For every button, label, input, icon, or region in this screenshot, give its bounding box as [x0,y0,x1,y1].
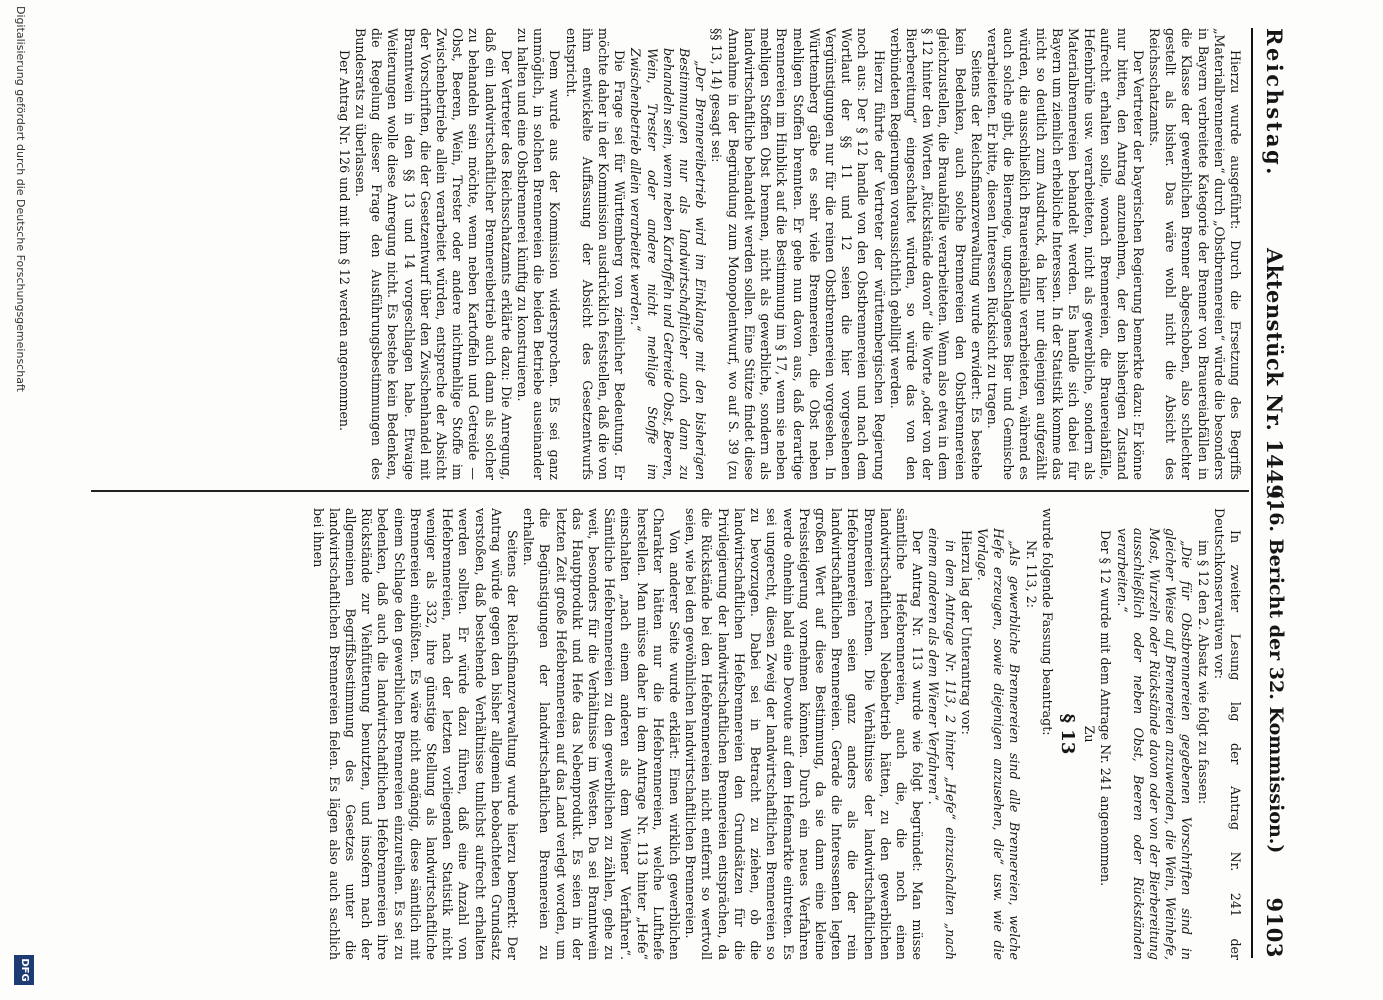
left-paragraph: Dem wurde aus der Kommission widersprochen. Es sei ganz unmöglich, in solchen Brennereien die beiden Betriebe auseinander zu halten und eine Obstbrennerei künftig zu konstruieren. [515,28,563,480]
column-divider [91,490,1249,492]
motion-number: Nr. 113, 2: [1023,540,1039,608]
left-paragraph: Der Vertreter des Reichsschatzamts erklärte dazu: Die Anregung, daß ein landwirtschaftlicher Brennereibetrieb auch dann als solcher zu behandeln sein möchte, wenn neben Kartoffeln und Getreide — Obst, Beeren, Wein, Trester oder andere nichtmehlige Stoffe im Zwischenbetriebe allein verarbeitet würden, entspreche der Absicht der Vorschriften, die der Gesetzentwurf über den Zwischenhandel mit Branntwein in den §§ 13 und 14 vorgeschlagen habe. Etwaige Weiterungen wolle diese Anregung nicht. Es bestehe kein Bedenken, die Regelung dieser Frage den Ausführungsbestimmungen des Bundesrats zu überlassen. [353,28,514,480]
left-paragraph: Hierzu führte der Vertreter der württembergischen Regierung noch aus: Der § 12 handle von den Obstbrennereien und nach dem Wortlaut der §§ 11 und 12 seien die hier vorgesehenen Vergünstigungen nur für die reinen Obstbrennereien vorgesehen. In Württemberg gäbe es sehr viele Brennereien, die Obst neben mehligen Stoffen brennten. Er gehe nun davon aus, daß derartige Brennereien im Hinblick auf die Bestimmung im § 17, wenn sie neben mehligen Stoffen Obst brennen, nicht als gewerbliche, sondern als landwirtschaftliche behandelt werden sollen. Eine Stütze findet diese Annahme in der Begründung zum Monopolentwurf, wo auf S. 39 (zu §§ 13, 14) gesagt sei: [709,28,887,480]
right-quote2: „Als gewerbliche Brennereien sind alle Brennereien, welche Hefe erzeugen, sowie diejenigen anzusehen, die“ usw. wie die Vorlage. [974,528,1023,960]
right-after-quote: Der § 12 wurde mit dem Antrage Nr. 241 angenommen. [1098,530,1114,887]
right-quote1: „Die für Obstbrennereien gegebenen Vorschriften sind in gleicher Weise auf Brennereien anzuwenden, die Wein, Weinhefe, Most, Wurzeln oder Rückstände davon oder von der Bierbereitung ausschließlich oder neben Obst, Beeren oder Rückständen verarbeiten.“ [1114,528,1195,960]
header-middle-title: (16. Bericht der 32. Kommission.) [1265,490,1287,854]
right-column [93,508,1243,960]
page-number: 9103 [1262,897,1287,958]
section-zu: Zu [1082,725,1098,743]
left-column [93,28,1243,480]
left-paragraph: Seitens der Reichsfinanzverwaltung wurde erwidert: Es bestehe kein Bedenken, auch solche Brennereien den Obstbrennereien gleichzustellen, die Brauabfälle verarbeiteten. Wenn also etwa in dem § 12 hinter den Worten „Rückstände davon“ die Worte „oder von der Bierbereitung“ eingeschaltet würden, so würde das von den verbündeten Regierungen voraussichtlich gebilligt werden. [887,28,984,480]
header-rule [1251,28,1253,958]
right-paragraph: Der Antrag Nr. 113 wurde wie folgt begründet: Man müsse sämtliche Hefebrennereien, auch die, die noch einen landwirtschaftlichen Nebenbetrieb hätten, zu den gewerblichen Brennereien rechnen. Die Verhältnisse der landwirtschaftlichen Hefebrennereien seien ganz anders als die der rein landwirtschaftlichen Brennereien. Gerade die Interessenten legten großen Wert auf diese Bestimmung, da sie dann eine kleine Preissteigerung vornehmen könnten. Durch ein neues Verfahren werde ohnehin bald eine Devoute auf dem Hefemarkte eintreten. Es sei ungerecht, diesen Zweig der landwirtschaftlichen Brennereien so zu bevorzugen. Dabei sei in Betracht zu ziehen, ob die landwirtschaftlichen Hefebrennereien den Grundsätzen für die Privilegierung der landwirtschaftlichen Brennereien entsprächen, da die Rückstände bei den Hefebrennereien nicht entfernt so wertvoll seien, wie bei den gewöhnlichen landwirtschaftlichen Brennereien. [683,508,926,960]
left-paragraph: Der Antrag Nr. 126 und mit ihm § 12 werden angenommen. [336,50,352,432]
credit-text: Digitalisierung gefördert durch die Deutsche Forschungsgemeinschaft [14,6,27,392]
right-paragraph: Seitens der Reichsfinanzverwaltung wurde hierzu bemerkt: Der Antrag würde gegen den bisher allgemein beobachteten Grundsatz verstoßen, daß bestehende Verhältnisse tunlichst aufrecht erhalten werden sollten. Er würde dazu führen, daß eine Anzahl von Hefebrennereien, nach der letzten vorliegenden Statistik nicht weniger als 332, ihre günstige Stellung als landwirtschaftliche Brennereien einbüßten. Es wäre nicht angängig, diese sämtlich mit einem Schlage den gewerblichen Brennereien einzureihen. Es sei zu bedenken, daß auch die landwirtschaftlichen Hefebrennereien ihre Rückstände zur Viehfütterung benutzten, und insofern nach der allgemeinen Begriffsbestimmung des Gesetzes unter die landwirtschaftlichen Brennereien fielen. Es lägen also auch sachlich bei ihnen [310,508,521,960]
header-center: Aktenstück Nr. 1449. [1262,248,1287,508]
left-paragraph: Die Frage sei für Württemberg von ziemlicher Bedeutung. Er möchte daher in der Kommission ausdrücklich feststellen, daß die von ihm entwickelte Auffassung der Absicht des Gesetzentwurfs entspricht. [563,28,628,480]
left-paragraph: Hierzu wurde ausgeführt: Durch die Ersetzung des Begriffs „Materialbrennereien“ durch „Obstbrennereien“ würde die besonders in Bayern verbreitete Kategorie der Brenner von Brauereiabfällen in die Klasse der gewerblichen Brenner abgeschoben, also schlechter gestellt als bisher. Das wäre wohl nicht die Absicht des Reichsschatzamts. [1146,28,1243,480]
right-paragraph: Von anderer Seite wurde erklärt: Einen wirklich gewerblichen Charakter hätten nur die Hefebrennereien, welche Lufthefe herstellen. Man müsse daher in dem Antrage Nr. 113 hinter „Hefe“ einschalten „nach einem anderen als dem Wiener Verfahren“. Sämtliche Hefebrennereien zu den gewerblichen zu zählen, gehe zu weit, besonders für die Verhältnisse im Westen. Da sei Branntwein das Hauptprodukt und Hefe das Nebenprodukt. Es seien in der letzten Zeit große Hefebrennereien auf das Land verlegt worden, um die Begünstigungen der landwirtschaftlichen Brennereien zu erhalten. [521,508,683,960]
footer-credit [9,0,31,1000]
right-intro: In zweiter Lesung lag der Antrag Nr. 241 der Deutschkonservativen vor: [1211,508,1243,960]
left-quote: „Der Brennereibetrieb wird im Einklange mit den bisherigen Bestimmungen nur als landwirtschaftlicher auch dann zu behandeln sein, wenn neben Kartoffeln und Getreide Obst, Beeren, Wein, Trester oder andere nicht mehlige Stoffe im Zwischenbetrieb allein verarbeitet werden.“ [628,48,709,480]
dfg-logo-icon: DFG [14,955,34,985]
left-paragraph: Der Vertreter der bayerischen Regierung bemerkte dazu: Er könne nur bitten, den Antrag anzunehmen, der den bisherigen Zustand aufrecht erhalten solle, wonach Brennereien, die Brauereiabfälle, Hefenbrühe usw. verarbeiteten, nicht als gewerbliche, sondern als Materialbrennereien behandelt werden. Es handle sich dabei für Bayern um ziemlich erhebliche Interessen. In der Statistik komme das nicht so deutlich zum Ausdruck, da hier nur diejenigen aufgezählt würden, die ausschließlich Brauereiabfälle verarbeiteten, während es auch solche gibt, die Bierneige, ungeschlagenes Bier und Gemische verarbeiteten. Er bitte, diesen Interessen Rücksicht zu tragen. [984,28,1146,480]
section-title: § 13 [1056,713,1078,755]
right-intro2: im § 12 den 2. Absatz wie folgt zu fassen: [1195,540,1211,805]
header-left: Reichstag. [1262,28,1287,177]
sub-motion: Hierzu lag der Unterantrag vor: [958,530,974,735]
section-intro: wurde folgende Fassung beantragt: [1039,508,1055,736]
sub-motion-text: in dem Antrage Nr. 113, 2 hinter „Hefe“ einzuschalten „nach einem anderen als dem Wiener Verfahren“. [926,528,958,960]
